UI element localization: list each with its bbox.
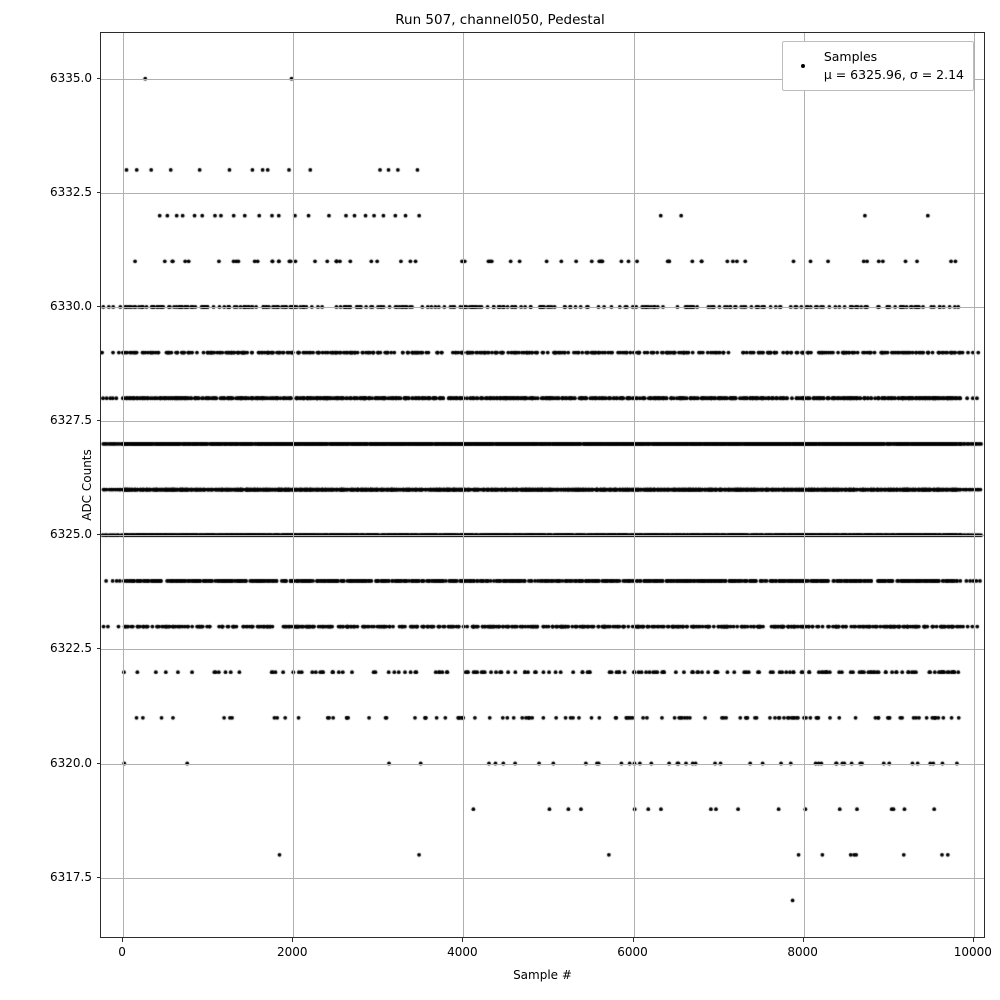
x-tick-label: 2000 (276, 945, 308, 959)
y-tick-mark (97, 877, 101, 878)
legend-entry-stats: μ = 6325.96, σ = 2.14 (823, 67, 964, 83)
x-tick-label: 10000 (953, 945, 992, 959)
y-tick-label: 6332.5 (50, 184, 92, 199)
y-tick-mark (97, 763, 101, 764)
x-tick-mark (803, 938, 804, 942)
y-tick-label: 6325.0 (50, 527, 92, 542)
legend-labels (824, 48, 964, 84)
x-tick-mark (292, 938, 293, 942)
y-tick-label: 6330.0 (50, 298, 92, 313)
legend-row (790, 48, 964, 84)
y-tick-mark (97, 306, 101, 307)
y-tick-mark (97, 534, 101, 535)
chart-legend (782, 41, 974, 91)
scatter-points-canvas (101, 33, 984, 937)
gridline-horizontal (101, 764, 984, 765)
gridline-vertical (463, 33, 464, 937)
gridline-horizontal (101, 649, 984, 650)
y-tick-mark (97, 420, 101, 421)
x-tick-label: 4000 (447, 945, 478, 959)
y-tick-label: 6317.5 (50, 869, 92, 884)
y-axis-label: ADC Counts (80, 449, 94, 521)
gridline-vertical (634, 33, 635, 937)
chart-title: Run 507, channel050, Pedestal (395, 12, 605, 28)
gridline-vertical (293, 33, 294, 937)
x-tick-mark (462, 938, 463, 942)
gridline-horizontal (101, 878, 984, 879)
y-tick-mark (97, 648, 101, 649)
x-tick-mark (973, 938, 974, 942)
x-tick-label: 8000 (787, 945, 818, 959)
gridline-horizontal (101, 307, 984, 308)
x-tick-label: 6000 (617, 945, 648, 959)
y-tick-mark (97, 192, 101, 193)
x-axis-label: Sample # (513, 968, 572, 982)
y-tick-label: 6327.5 (50, 413, 92, 428)
x-tick-label: 0 (118, 945, 126, 959)
y-tick-label: 6322.5 (50, 641, 92, 656)
plot-area (100, 32, 985, 938)
y-tick-label: 6320.0 (50, 755, 92, 770)
legend-entry-samples: Samples (823, 49, 878, 64)
y-tick-mark (97, 78, 101, 79)
gridline-horizontal (101, 535, 984, 536)
gridline-vertical (804, 33, 805, 937)
y-tick-label: 6335.0 (50, 70, 92, 85)
legend-marker (790, 64, 816, 68)
x-tick-mark (122, 938, 123, 942)
gridline-horizontal (101, 193, 984, 194)
gridline-horizontal (101, 421, 984, 422)
point-marker-icon (801, 64, 805, 68)
gridline-vertical (123, 33, 124, 937)
x-tick-mark (633, 938, 634, 942)
gridline-vertical (974, 33, 975, 937)
